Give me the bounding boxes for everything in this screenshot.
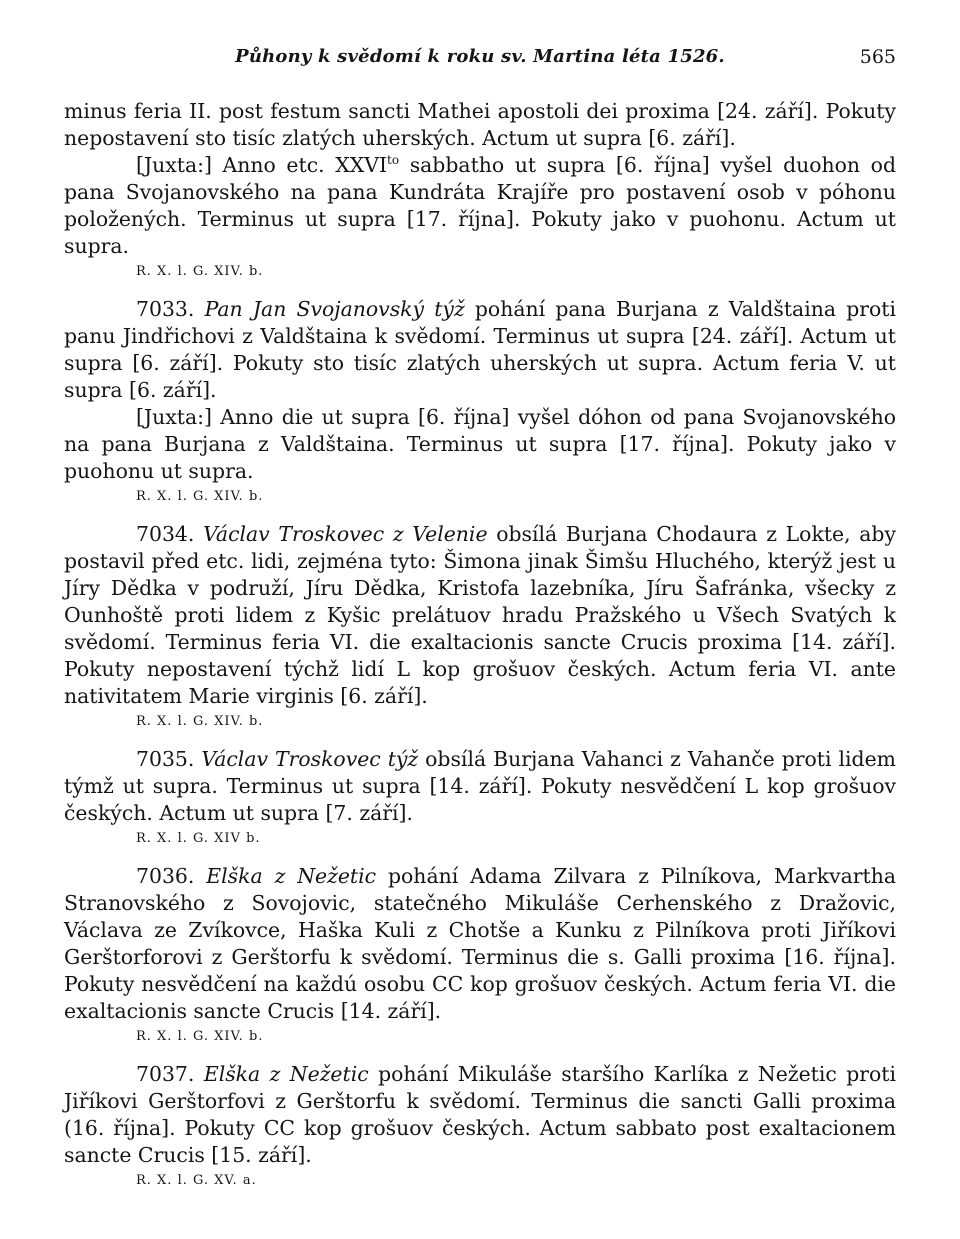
source-signature: R. X. l. G. XIV. b.: [136, 489, 264, 504]
running-title: Půhony k svědomí k roku sv. Martina léta 1526.: [235, 46, 725, 67]
entry-person: Pan Jan Svojanovský týž: [204, 297, 465, 321]
entry-7037: [64, 1061, 896, 1193]
entry-person: Václav Troskovec z Velenie: [203, 522, 488, 546]
entry-text: pohání Adama Zilvara z Pilníkova, Markvartha Stranovského z Sovojovic, statečného Mikuláše Cerhenského z Dražovic, Václava ze Zvíkovce, Haška Kuli z Chotše a Kunku z Pilníkova proti Jiříkovi Gerštorforovi z Gerštorfu k svědomí. Terminus die s. Galli proxima [16. října]. Pokuty nesvědčení na každú osobu CC kop grošuov českých. Actum feria VI. die exaltacionis sancte Crucis [14. září].: [64, 864, 896, 1023]
entry-number: 7033.: [136, 297, 195, 321]
juxta-text-a: [Juxta:] Anno etc. XXVI: [136, 153, 388, 177]
entry-person: Elška z Nežetic: [203, 1062, 369, 1086]
intro-paragraph: minus feria II. post festum sancti Mathei apostoli dei proxima [24. září]. Pokuty nepostavení sto tisíc zlatých uherských. Actum ut supra [6. září].: [64, 99, 896, 150]
entry-number: 7035.: [136, 747, 195, 771]
entry-text: obsílá Burjana Chodaura z Lokte, aby postavil před etc. lidi, zejména tyto: Šimona jinak Šimšu Hluchého, kterýž jest u Jíry Dědka v podruží, Jíru Dědka, Kristofa lazebníka, Jíru Šafránka, všecky z Ounhoště proti lidem z Kyšic prelátuov hradu Pražského u Všech Svatých k svědomí. Terminus feria VI. die exaltacionis sancte Crucis proxima [14. září]. Pokuty nepostavení týchž lidí L kop grošuov českých. Actum feria VI. ante nativitatem Marie virginis [6. září].: [64, 522, 896, 708]
entry-text: pohání Mikuláše staršího Karlíka z Nežetic proti Jiříkovi Gerštorfovi z Gerštorfu k svědomí. Terminus die sancti Galli proxima (16. října]. Pokuty CC kop grošuov českých. Actum sabbato post exaltacionem sancte Crucis [15. září].: [64, 1062, 897, 1167]
source-signature: R. X. l. G. XIV. b.: [136, 264, 264, 279]
entry-number: 7034.: [136, 522, 195, 546]
entry-7033: [64, 296, 896, 509]
entry-number: 7036.: [136, 864, 195, 888]
page-number: 565: [859, 46, 896, 68]
entry-text: obsílá Burjana Vahanci z Vahanče proti lidem týmž ut supra. Terminus ut supra [14. září]. Pokuty nesvědčení L kop grošuov českých. Actum ut supra [7. září].: [64, 747, 896, 825]
entry-juxta: [Juxta:] Anno die ut supra [6. října] vyšel dóhon od pana Svojanovského na pana Burjana z Valdštaina. Terminus ut supra [17. října]. Pokuty jako v puohonu ut supra.: [64, 405, 896, 483]
entry-number: 7037.: [136, 1062, 195, 1086]
juxta-superscript: to: [387, 153, 400, 168]
entry-person: Elška z Nežetic: [206, 864, 377, 888]
entry-lead: [64, 521, 896, 710]
source-signature: R. X. l. G. XIV. b.: [136, 1029, 264, 1044]
entry-lead: [64, 863, 896, 1025]
entry-7034: [64, 521, 896, 734]
entry-lead: [64, 1061, 896, 1169]
entry-lead: [64, 746, 896, 827]
entry-lead: [64, 296, 896, 404]
source-signature: R. X. l. G. XIV b.: [136, 831, 261, 846]
page-header: [64, 36, 896, 76]
source-signature: R. X. l. G. XV. a.: [136, 1173, 257, 1188]
source-signature: R. X. l. G. XIV. b.: [136, 714, 264, 729]
juxta-text-b: sabbatho ut supra [6. října] vyšel duohon od pana Svojanovského na pana Kundráta Krajíře pro postavení osob v póhonu položených. Terminus ut supra [17. října]. Pokuty jako v puohonu. Actum ut supra.: [64, 153, 897, 258]
entry-text: pohání pana Burjana z Valdštaina proti panu Jindřichovi z Valdštaina k svědomí. Terminus ut supra [24. září]. Actum ut supra [6. září]. Pokuty sto tisíc zlatých uherských ut supra. Actum feria V. ut supra [6. září].: [64, 297, 896, 402]
document-body: [64, 98, 896, 1193]
intro-juxta: [64, 152, 896, 260]
entry-person: Václav Troskovec týž: [201, 747, 419, 771]
entry-7036: [64, 863, 896, 1049]
entry-7035: [64, 746, 896, 851]
